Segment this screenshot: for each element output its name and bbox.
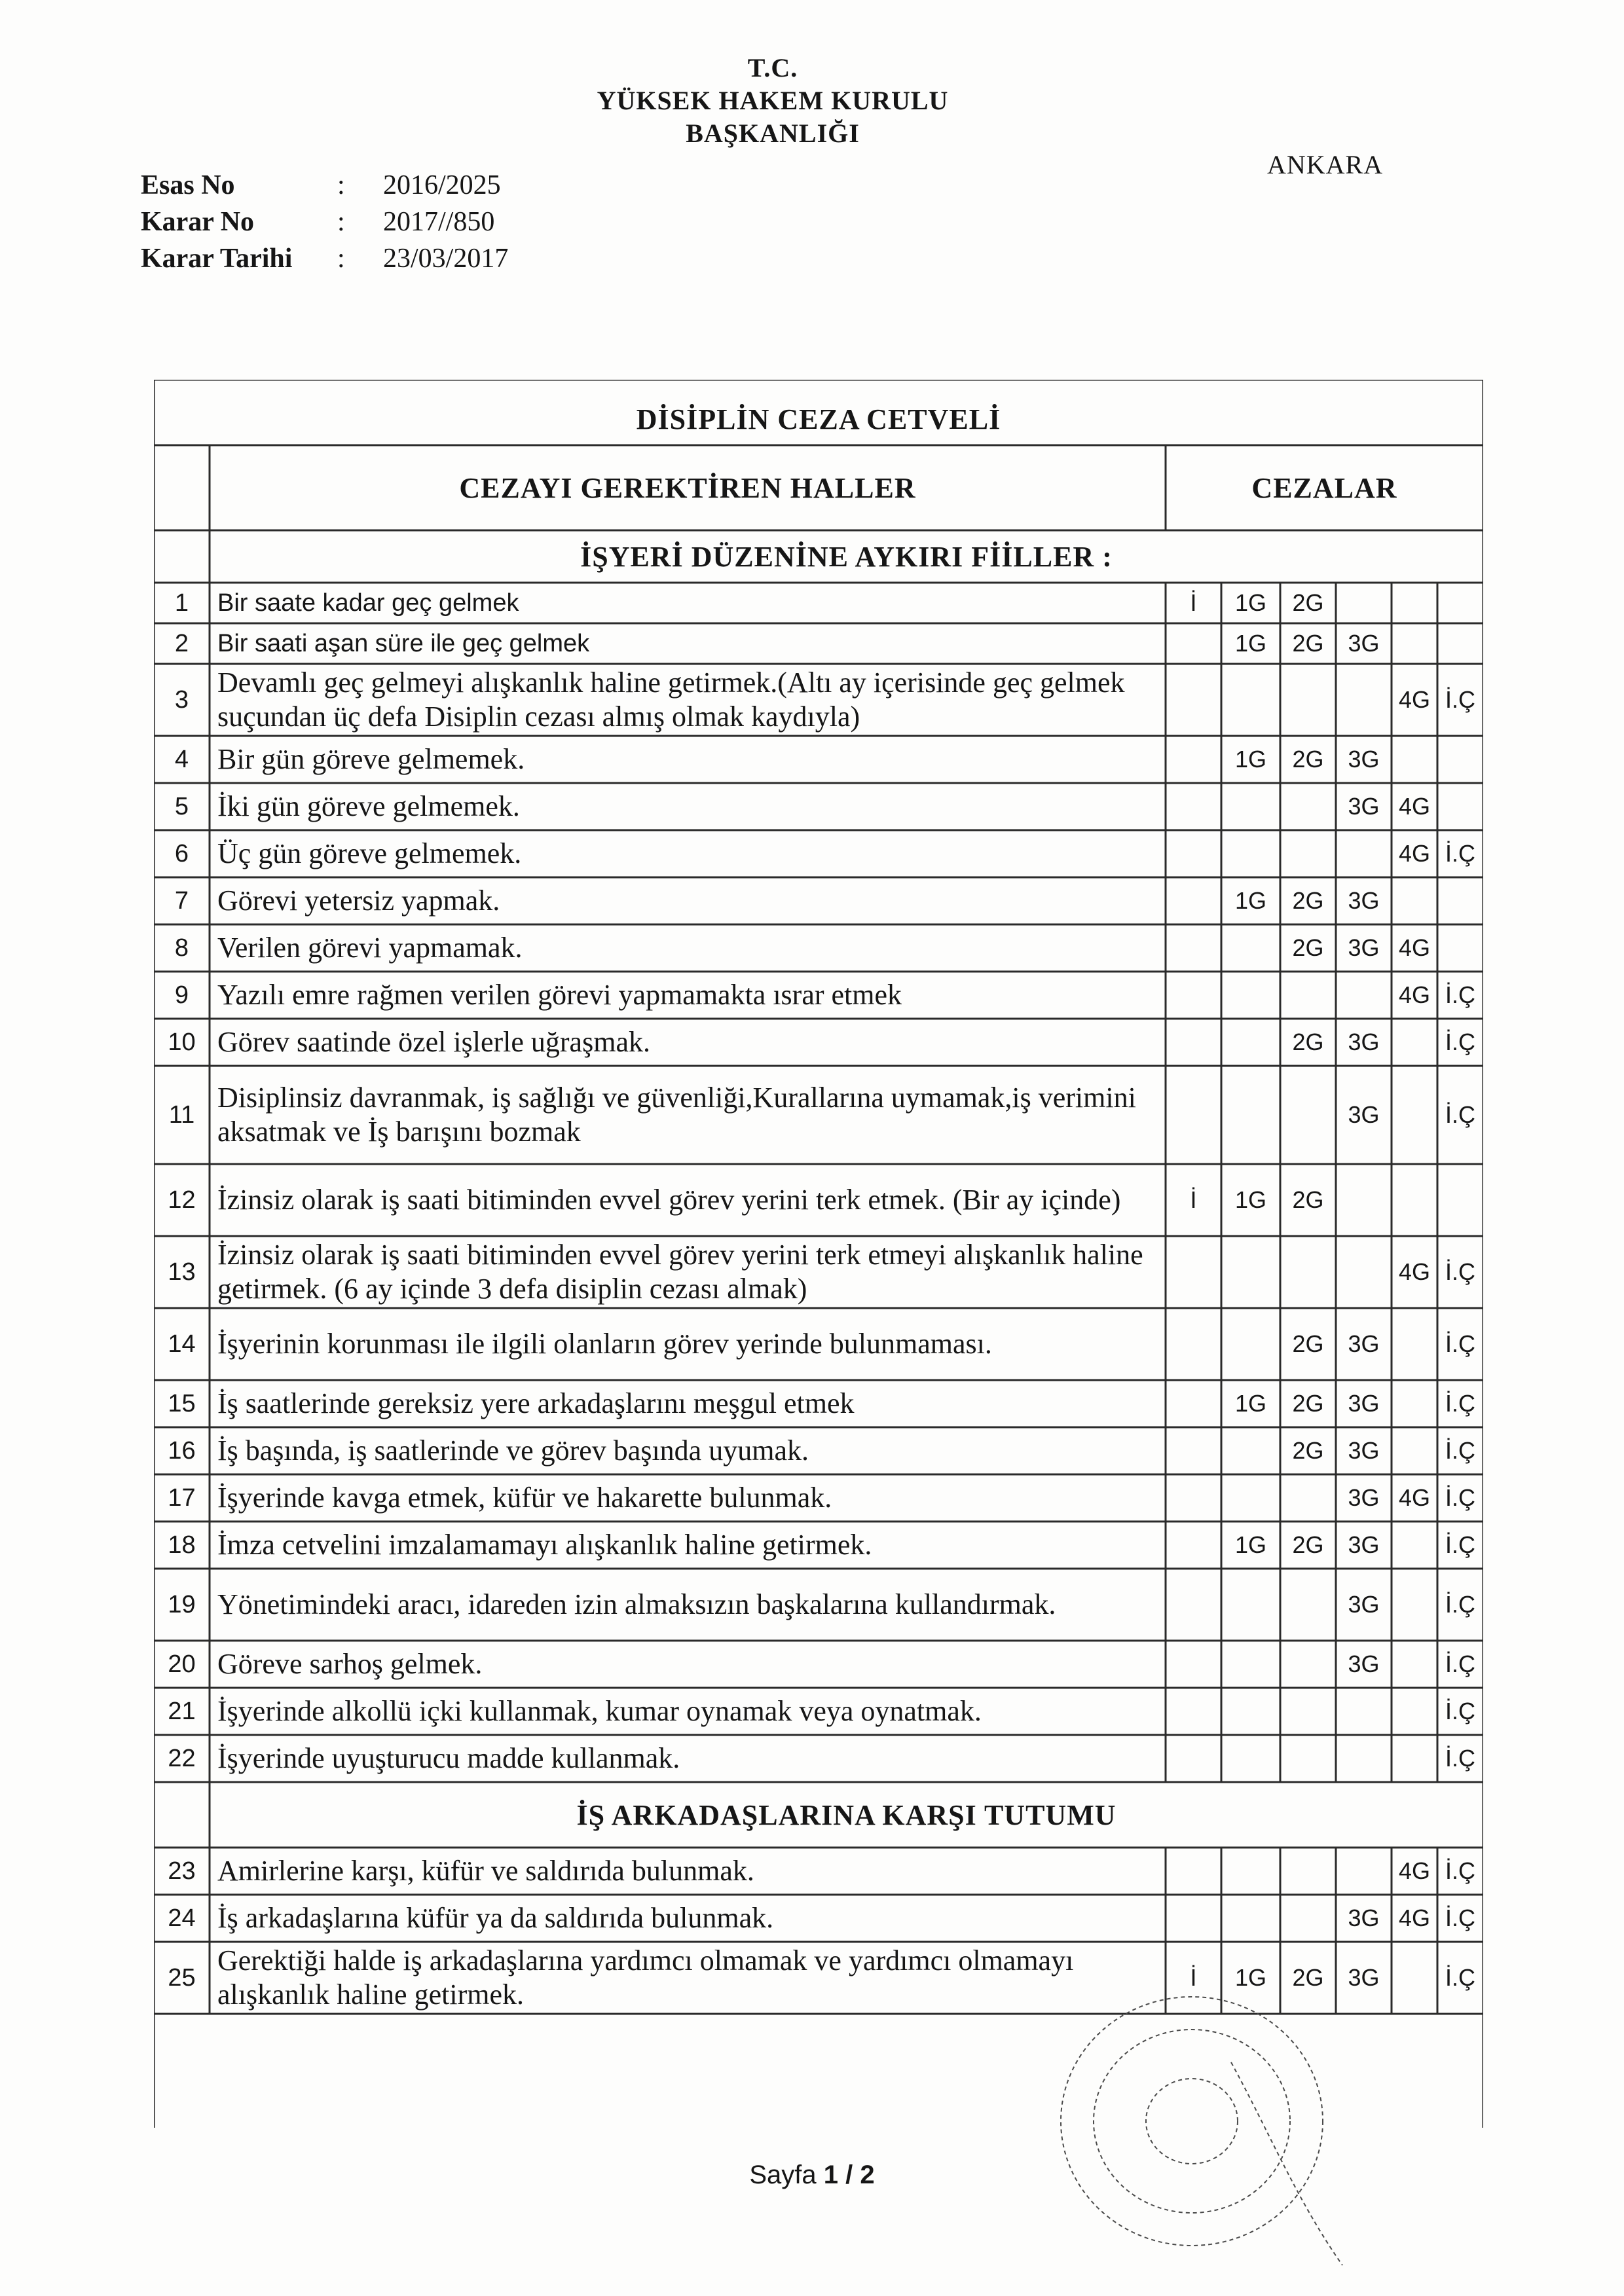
penalty-cell: 4G — [1398, 981, 1431, 1008]
penalty-cell: İ.Ç — [1445, 1698, 1475, 1724]
penalty-cell: İ.Ç — [1445, 1591, 1475, 1618]
penalty-cell: 1G — [1234, 1390, 1267, 1417]
penalty-cell: 1G — [1234, 746, 1267, 773]
offense-description: Bir gün göreve gelmemek. — [217, 743, 525, 775]
meta-colon: : — [337, 170, 345, 200]
meta-label: Karar Tarihi — [141, 244, 293, 274]
offense-description: İşyerinde uyuşturucu madde kullanmak. — [217, 1742, 680, 1774]
offense-description: İmza cetvelini imzalamamayı alışkanlık haline getirmek. — [217, 1529, 872, 1561]
penalty-cell: 2G — [1292, 1029, 1324, 1055]
offense-description: Devamlı geç gelmeyi alışkanlık haline getirmek.(Altı ay içerisinde geç gelmek suçundan üç defa Disiplin cezası almış olmak kaydıyla) — [217, 666, 1125, 733]
column-header-cases: CEZAYI GEREKTİREN HALLER — [459, 471, 916, 504]
penalty-cell: 3G — [1348, 1101, 1380, 1128]
penalty-cell: 2G — [1292, 1186, 1324, 1213]
penalty-cell: İ.Ç — [1445, 1904, 1475, 1931]
meta-colon: : — [337, 244, 345, 274]
row-number: 2 — [174, 629, 189, 657]
penalty-cell: İ — [1190, 1186, 1197, 1213]
row-number: 13 — [168, 1258, 196, 1286]
penalty-cell: İ — [1190, 1964, 1197, 1991]
row-number: 9 — [174, 981, 189, 1009]
row-number: 20 — [168, 1650, 196, 1678]
penalty-cell: İ.Ç — [1445, 1650, 1475, 1677]
penalty-cell: 1G — [1234, 589, 1267, 616]
case-meta — [141, 167, 580, 277]
penalty-cell: 3G — [1348, 1531, 1380, 1558]
penalty-cell: 3G — [1348, 1330, 1380, 1357]
row-number: 24 — [168, 1904, 196, 1932]
offense-description: Gerektiği halde iş arkadaşlarına yardımcı olmamak ve yardımcı olmamayı alışkanlık haline getirmek. — [217, 1944, 1074, 2011]
row-number: 4 — [174, 745, 189, 773]
penalty-cell: 4G — [1398, 793, 1431, 820]
meta-label: Esas No — [141, 170, 235, 200]
penalty-cell: 4G — [1398, 1857, 1431, 1884]
penalty-cell: 3G — [1348, 1591, 1380, 1618]
offense-description: İki gün göreve gelmemek. — [217, 790, 520, 822]
offense-description: İzinsiz olarak iş saati bitiminden evvel görev yerini terk etmeyi alışkanlık haline getirmek. (6 ay içinde 3 defa disiplin cezası almak) — [217, 1239, 1143, 1305]
offense-description: Görev saatinde özel işlerle uğraşmak. — [217, 1026, 650, 1058]
row-number: 8 — [174, 934, 189, 962]
row-number: 17 — [168, 1484, 196, 1512]
penalty-cell: 4G — [1398, 1484, 1431, 1511]
offense-description: Yönetimindeki aracı, idareden izin almaksızın başkalarına kullandırmak. — [217, 1588, 1056, 1620]
penalty-cell: 1G — [1234, 1531, 1267, 1558]
column-header-penalties: CEZALAR — [1251, 471, 1397, 504]
row-number: 23 — [168, 1857, 196, 1885]
penalty-cell: 4G — [1398, 686, 1431, 713]
penalty-cell: 3G — [1348, 934, 1380, 961]
row-number: 3 — [174, 685, 189, 714]
penalty-cell: 2G — [1292, 934, 1324, 961]
offense-description: İş saatlerinde gereksiz yere arkadaşlarını meşgul etmek — [217, 1387, 855, 1419]
offense-description: Verilen görevi yapmamak. — [217, 932, 523, 964]
penalty-cell: 4G — [1398, 1904, 1431, 1931]
penalty-cell: 3G — [1348, 1029, 1380, 1055]
penalty-cell: 2G — [1292, 746, 1324, 773]
penalty-cell: 1G — [1234, 1964, 1267, 1991]
row-number: 5 — [174, 792, 189, 820]
row-number: 1 — [174, 589, 189, 617]
penalty-cell: İ.Ç — [1445, 1330, 1475, 1357]
meta-row-tarih — [141, 240, 580, 277]
offense-description: Bir saati aşan süre ile geç gelmek — [217, 630, 590, 657]
row-number: 18 — [168, 1531, 196, 1559]
penalty-cell: 4G — [1398, 934, 1431, 961]
meta-label: Karar No — [141, 207, 255, 237]
row-number: 6 — [174, 839, 189, 867]
penalty-cell: 3G — [1348, 1390, 1380, 1417]
table-title: DİSİPLİN CEZA CETVELİ — [636, 403, 1001, 435]
offense-description: İşyerinin korunması ile ilgili olanların görev yerinde bulunmaması. — [217, 1328, 992, 1360]
row-number: 11 — [168, 1101, 195, 1129]
penalty-cell: 2G — [1292, 1437, 1324, 1464]
row-number: 15 — [168, 1389, 196, 1417]
penalty-cell: İ.Ç — [1445, 1029, 1475, 1055]
penalty-cell: İ.Ç — [1445, 686, 1475, 713]
row-number: 25 — [168, 1963, 196, 1992]
footer-sep: / — [845, 2160, 853, 2189]
penalty-cell: 2G — [1292, 589, 1324, 616]
meta-value: 23/03/2017 — [383, 244, 509, 274]
penalty-cell: İ.Ç — [1445, 1484, 1475, 1511]
meta-value: 2017//850 — [383, 207, 495, 237]
penalty-cell: 2G — [1292, 1390, 1324, 1417]
penalty-cell: 3G — [1348, 1484, 1380, 1511]
penalty-cell: 3G — [1348, 630, 1380, 657]
penalty-cell: 2G — [1292, 1330, 1324, 1357]
row-number: 7 — [174, 886, 189, 915]
penalty-cell: 4G — [1398, 840, 1431, 867]
offense-description: İzinsiz olarak iş saati bitiminden evvel görev yerini terk etmek. (Bir ay içinde) — [217, 1184, 1121, 1216]
penalty-cell: 3G — [1348, 887, 1380, 914]
row-number: 10 — [168, 1028, 196, 1056]
meta-value: 2016/2025 — [383, 170, 501, 200]
penalty-cell: 2G — [1292, 630, 1324, 657]
offense-description: Görevi yetersiz yapmak. — [217, 884, 500, 917]
penalty-cell: 1G — [1234, 887, 1267, 914]
offense-description: İşyerinde alkollü içki kullanmak, kumar oynamak veya oynatmak. — [217, 1695, 982, 1727]
offense-description: Üç gün göreve gelmemek. — [217, 837, 522, 869]
official-seal — [1035, 1964, 1375, 2278]
offense-description: Amirlerine karşı, küfür ve saldırıda bulunmak. — [217, 1855, 754, 1887]
row-number: 14 — [168, 1330, 196, 1358]
footer-total: 2 — [860, 2160, 875, 2189]
row-number: 12 — [168, 1186, 196, 1214]
penalty-cell: İ.Ç — [1445, 981, 1475, 1008]
penalty-cell: İ.Ç — [1445, 1437, 1475, 1464]
header-city: ANKARA — [1267, 150, 1384, 179]
penalty-cell: 2G — [1292, 1531, 1324, 1558]
penalty-cell: 3G — [1348, 1650, 1380, 1677]
header-institution: YÜKSEK HAKEM KURULU — [597, 86, 949, 115]
row-number: 19 — [168, 1590, 196, 1618]
penalty-cell: İ.Ç — [1445, 1101, 1475, 1128]
offense-description: Göreve sarhoş gelmek. — [217, 1648, 483, 1680]
offense-description: Disiplinsiz davranmak, iş sağlığı ve güvenliği,Kurallarına uymamak,iş verimini aksatmak ve İş barışını bozmak — [217, 1082, 1136, 1148]
penalty-cell: 1G — [1234, 630, 1267, 657]
penalty-cell: İ — [1190, 589, 1197, 616]
penalty-cell: İ.Ç — [1445, 1258, 1475, 1285]
row-number: 16 — [168, 1436, 196, 1465]
penalty-cell: 3G — [1348, 1904, 1380, 1931]
page-footer — [747, 2160, 877, 2190]
penalty-cell: 3G — [1348, 1964, 1380, 1991]
penalty-cell: 2G — [1292, 1964, 1324, 1991]
penalty-cell: 3G — [1348, 746, 1380, 773]
penalty-cell: İ.Ç — [1445, 1857, 1475, 1884]
offense-description: Bir saate kadar geç gelmek — [217, 589, 519, 617]
offense-description: Yazılı emre rağmen verilen görevi yapmamakta ısrar etmek — [217, 979, 902, 1011]
section-heading-colleagues: İŞ ARKADAŞLARINA KARŞI TUTUMU — [576, 1798, 1116, 1831]
penalty-cell: 4G — [1398, 1258, 1431, 1285]
footer-prefix: Sayfa — [749, 2160, 817, 2189]
offense-description: İşyerinde kavga etmek, küfür ve hakarette bulunmak. — [217, 1482, 832, 1514]
penalty-cell: İ.Ç — [1445, 1531, 1475, 1558]
row-number: 21 — [168, 1697, 196, 1725]
penalty-cell: 1G — [1234, 1186, 1267, 1213]
meta-row-karar — [141, 204, 580, 240]
meta-colon: : — [337, 207, 345, 237]
penalty-cell: 3G — [1348, 793, 1380, 820]
offense-description: İş arkadaşlarına küfür ya da saldırıda bulunmak. — [217, 1902, 774, 1934]
row-number: 22 — [168, 1744, 196, 1772]
penalty-cell: 3G — [1348, 1437, 1380, 1464]
header-tc: T.C. — [747, 53, 798, 82]
header-department: BAŞKANLIĞI — [686, 118, 860, 148]
meta-row-esas — [141, 167, 580, 204]
section-heading-workplace: İŞYERİ DÜZENİNE AYKIRI FİİLLER : — [580, 540, 1113, 573]
penalty-cell: İ.Ç — [1445, 1390, 1475, 1417]
penalty-cell: İ.Ç — [1445, 1964, 1475, 1991]
footer-page: 1 — [823, 2160, 839, 2189]
offense-description: İş başında, iş saatlerinde ve görev başında uyumak. — [217, 1434, 809, 1467]
penalty-cell: İ.Ç — [1445, 840, 1475, 867]
penalty-cell: İ.Ç — [1445, 1745, 1475, 1772]
penalty-cell: 2G — [1292, 887, 1324, 914]
